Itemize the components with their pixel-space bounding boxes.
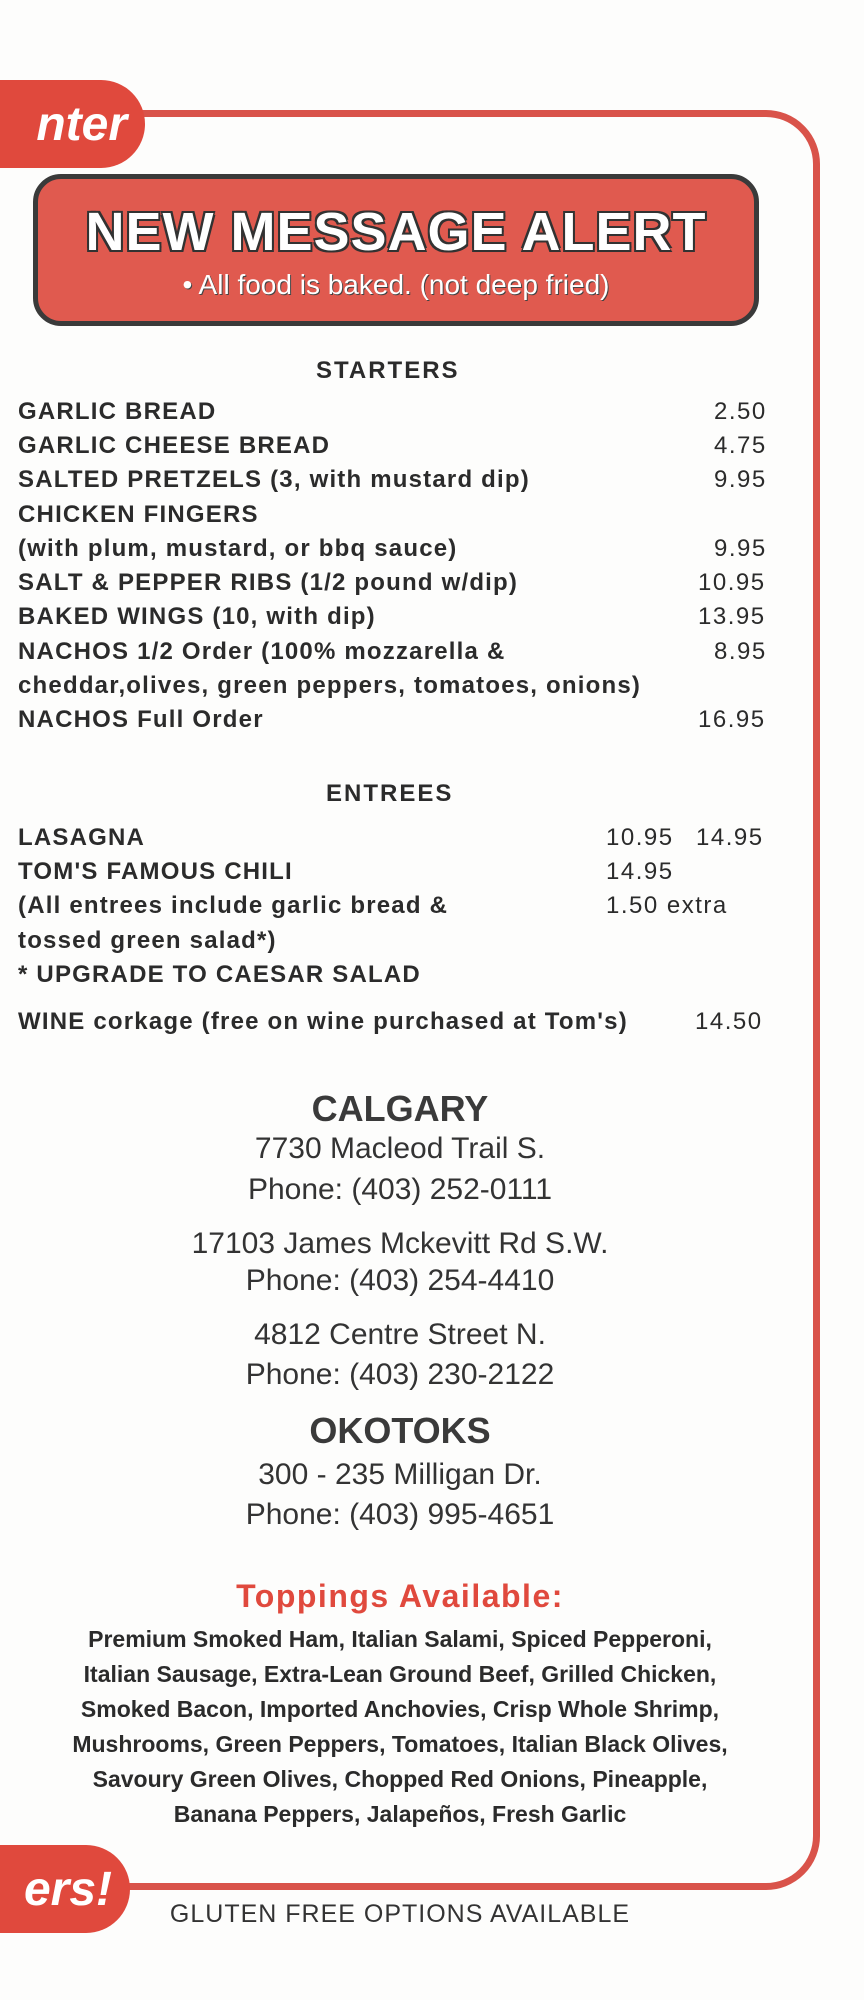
toppings-title: Toppings Available: <box>236 1578 564 1614</box>
calgary-phone-1: Phone: (403) 252-0111 <box>247 1173 553 1206</box>
starter-price-nachos-full: 16.95 <box>698 706 766 733</box>
side-tab-bottom-label: ers! <box>23 1862 112 1916</box>
okotoks-phone: Phone: (403) 995-4651 <box>245 1498 555 1531</box>
toppings-line: Italian Sausage, Extra-Lean Ground Beef, Grilled Chicken, <box>83 1661 717 1687</box>
new-message-alert-banner <box>33 174 759 326</box>
location-city-calgary: CALGARY <box>311 1088 489 1129</box>
entree-item-lasagna: LASAGNA <box>18 824 146 851</box>
starters-heading: STARTERS <box>316 357 460 384</box>
starter-item-baked-wings: BAKED WINGS (10, with dip) <box>18 603 376 630</box>
calgary-phone-3: Phone: (403) 230-2122 <box>245 1358 555 1391</box>
starter-price-baked-wings: 13.95 <box>698 603 766 630</box>
starter-item-chicken-fingers: CHICKEN FINGERS <box>18 501 259 528</box>
calgary-address-3: 4812 Centre Street N. <box>254 1318 546 1351</box>
side-tab-top-label: nter <box>36 97 127 151</box>
gluten-free-footer: GLUTEN FREE OPTIONS AVAILABLE <box>169 1900 631 1928</box>
location-city-okotoks: OKOTOKS <box>309 1410 491 1451</box>
wine-corkage-item: WINE corkage (free on wine purchased at Tom's) <box>18 1008 628 1035</box>
starter-price-garlic-cheese-bread: 4.75 <box>714 432 767 459</box>
starter-item-salt-pepper-ribs: SALT & PEPPER RIBS (1/2 pound w/dip) <box>18 569 519 596</box>
starter-item-garlic-cheese-bread: GARLIC CHEESE BREAD <box>18 432 331 459</box>
entree-item-toms-famous-chili: TOM'S FAMOUS CHILI <box>18 858 293 885</box>
starter-item-chicken-fingers-sauces: (with plum, mustard, or bbq sauce) <box>18 535 458 562</box>
calgary-phone-2: Phone: (403) 254-4410 <box>245 1264 555 1297</box>
entree-note-line1: (All entrees include garlic bread & <box>18 892 449 919</box>
entree-price-lasagna-small: 10.95 <box>606 824 674 851</box>
toppings-line: Savoury Green Olives, Chopped Red Onions, Pineapple, <box>92 1766 708 1792</box>
starter-price-salted-pretzels: 9.95 <box>714 466 767 493</box>
calgary-address-1: 7730 Macleod Trail S. <box>254 1132 546 1165</box>
alert-title: NEW MESSAGE ALERT <box>85 202 707 262</box>
toppings-line: Premium Smoked Ham, Italian Salami, Spiced Pepperoni, <box>88 1626 712 1652</box>
entree-price-chili: 14.95 <box>606 858 674 885</box>
entrees-heading: ENTREES <box>326 780 454 807</box>
calgary-address-2: 17103 James Mckevitt Rd S.W. <box>191 1227 609 1260</box>
wine-corkage-price: 14.50 <box>695 1008 763 1035</box>
starter-price-chicken-fingers: 9.95 <box>714 535 767 562</box>
okotoks-address: 300 - 235 Milligan Dr. <box>258 1458 542 1491</box>
entree-upgrade-price: 1.50 extra <box>606 892 728 919</box>
starter-item-garlic-bread: GARLIC BREAD <box>18 398 217 425</box>
entree-price-lasagna-large: 14.95 <box>696 824 764 851</box>
starter-item-salted-pretzels: SALTED PRETZELS (3, with mustard dip) <box>18 466 530 493</box>
starter-item-nachos-toppings: cheddar,olives, green peppers, tomatoes, onions) <box>18 672 642 699</box>
entree-note-line2: tossed green salad*) <box>18 927 277 954</box>
starter-price-garlic-bread: 2.50 <box>714 398 767 425</box>
toppings-line: Smoked Bacon, Imported Anchovies, Crisp Whole Shrimp, <box>80 1696 720 1722</box>
starter-price-nachos-half: 8.95 <box>714 638 767 665</box>
side-tab-top <box>0 80 145 168</box>
starter-item-nachos-full: NACHOS Full Order <box>18 706 264 733</box>
toppings-line: Banana Peppers, Jalapeños, Fresh Garlic <box>173 1801 627 1827</box>
starter-item-nachos-half: NACHOS 1/2 Order (100% mozzarella & <box>18 638 506 665</box>
starter-price-salt-pepper-ribs: 10.95 <box>698 569 766 596</box>
toppings-line: Mushrooms, Green Peppers, Tomatoes, Italian Black Olives, <box>72 1731 728 1757</box>
alert-subtitle: • All food is baked. (not deep fried) <box>182 269 610 300</box>
entree-upgrade-caesar: * UPGRADE TO CAESAR SALAD <box>18 961 421 988</box>
